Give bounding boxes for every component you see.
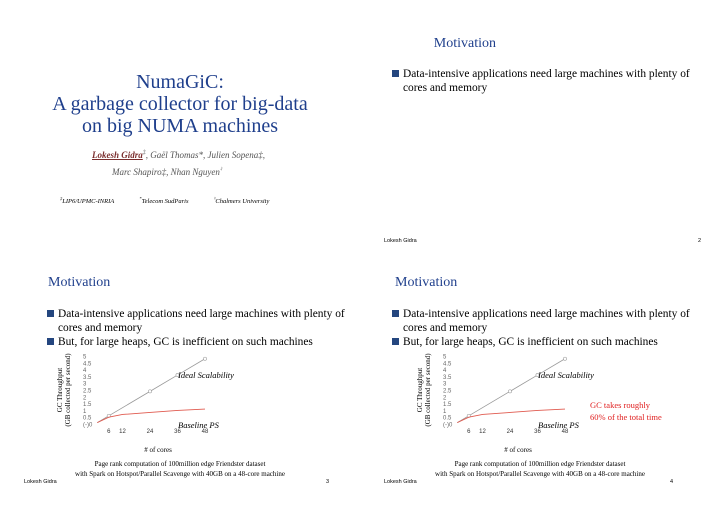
y-tick-label: 5 — [443, 354, 447, 361]
slide-3-footer: Lokesh Gidra — [24, 479, 57, 485]
aff2-mark: * — [139, 196, 142, 201]
slide-2-title: Motivation — [433, 36, 496, 51]
slide-4-footer: Lokesh Gidra — [384, 479, 417, 485]
y-tick-label: 5 — [83, 354, 87, 361]
x-tick-label: 36 — [534, 429, 541, 435]
x-axis-label: # of cores — [144, 446, 172, 454]
authors-line2-text: Marc Shapiro‡, Nhan Nguyen — [112, 167, 220, 177]
x-tick-label: 12 — [119, 429, 126, 435]
y-tick-label: 3 — [443, 381, 447, 388]
slide-3-caption-line2: with Spark on Hotspot/Parallel Scavenge with 40GB on a 48-core machine — [75, 470, 285, 478]
y-tick-label: 1.5 — [83, 402, 92, 409]
paper-title-line3: on big NUMA machines — [81, 115, 279, 137]
authors-rest: , Gaël Thomas*, Julien Sopena‡, — [145, 150, 266, 160]
slide-4-caption-line1: Page rank computation of 100million edge Friendster dataset — [454, 460, 626, 468]
authors-line2 — [112, 166, 312, 177]
ideal-scalability-label: Ideal Scalability — [178, 370, 234, 380]
y-tick-label: 2.5 — [83, 388, 92, 395]
slide-3-caption-line1: Page rank computation of 100million edge Friendster dataset — [94, 460, 266, 468]
paper-title-line2: A garbage collector for big-data — [52, 93, 308, 115]
bullet-text: Data-intensive applications need large machines with plenty of cores and memory — [403, 68, 690, 94]
x-tick-label: 12 — [479, 429, 486, 435]
slide-3-title: Motivation — [48, 275, 111, 290]
bullet-text: Data-intensive applications need large machines with plenty of cores and memory — [58, 308, 345, 334]
aff2: Telecom SudParis — [141, 198, 189, 206]
y-tick-label: (-)0 — [83, 422, 93, 429]
x-tick-label: 24 — [506, 429, 514, 435]
y-tick-label: 2 — [443, 395, 447, 402]
slide-2 — [360, 0, 720, 255]
slide-4-caption-line2: with Spark on Hotspot/Parallel Scavenge with 40GB on a 48-core machine — [435, 470, 645, 478]
gc-time-annotation — [590, 399, 662, 423]
baseline-ps-label: Baseline PS — [178, 420, 219, 430]
y-tick-label: 3.5 — [83, 374, 92, 381]
paper-title-line1: NumaGiC: — [136, 71, 224, 93]
x-tick-label: 24 — [146, 429, 154, 435]
slide-2-page: 2 — [698, 238, 702, 244]
author-main-sup: ‡ — [142, 150, 146, 156]
y-tick-label: 0.5 — [443, 415, 452, 422]
x-tick-label: 48 — [561, 429, 569, 435]
x-tick-label: 6 — [107, 429, 111, 435]
y-tick-label: 1.5 — [443, 402, 452, 409]
affiliations — [60, 196, 340, 205]
x-axis-label: # of cores — [504, 446, 532, 454]
y-axis-label-line1: GC Throughput — [416, 367, 424, 413]
y-tick-label: 3 — [83, 381, 87, 388]
y-tick-label: 1 — [443, 408, 447, 415]
series-point — [563, 357, 566, 360]
x-tick-label: 48 — [201, 429, 209, 435]
slide-4-title: Motivation — [395, 275, 458, 290]
series-point — [508, 390, 511, 393]
series-point — [203, 357, 206, 360]
slide-2-footer: Lokesh Gidra — [384, 238, 417, 244]
y-tick-label: 4 — [83, 368, 87, 375]
aff3-mark: ♮ — [213, 196, 216, 201]
bullet-square-icon — [392, 70, 399, 77]
x-tick-label: 36 — [174, 429, 181, 435]
aff1-mark: ‡ — [60, 196, 63, 201]
y-tick-label: 2.5 — [443, 388, 452, 395]
annotation-line2: 60% of the total time — [590, 412, 662, 422]
y-tick-label: 4.5 — [443, 361, 452, 368]
x-tick-label: 6 — [467, 429, 471, 435]
slide-3 — [0, 255, 360, 510]
slide-3-page: 3 — [326, 479, 330, 485]
ideal-scalability-label: Ideal Scalability — [538, 370, 594, 380]
annotation-line1: GC takes roughly — [590, 400, 650, 410]
y-tick-label: 4 — [443, 368, 447, 375]
authors-line2-sup: ♮ — [219, 167, 222, 173]
series-point — [148, 390, 151, 393]
y-axis-label-line2: (GB collected per second) — [424, 353, 432, 427]
slide-4-page: 4 — [670, 479, 674, 485]
bullet-text: But, for large heaps, GC is inefficient on such machines — [58, 336, 313, 348]
y-axis-label-line2: (GB collected per second) — [64, 353, 72, 427]
bullet-text: But, for large heaps, GC is inefficient on such machines — [403, 336, 658, 348]
y-tick-label: (-)0 — [443, 422, 453, 429]
y-tick-label: 4.5 — [83, 361, 92, 368]
y-tick-label: 3.5 — [443, 374, 452, 381]
y-axis-label-line1: GC Throughput — [56, 367, 64, 413]
y-tick-label: 2 — [83, 395, 87, 402]
baseline-ps-label: Baseline PS — [538, 420, 579, 430]
y-tick-label: 0.5 — [83, 415, 92, 422]
y-tick-label: 1 — [83, 408, 87, 415]
aff3: Chalmers University — [215, 198, 270, 206]
aff1: LIP6/UPMC-INRIA — [62, 198, 115, 206]
author-main: Lokesh Gidra — [92, 150, 143, 160]
slide-4 — [360, 255, 720, 510]
slide-1-title — [0, 0, 360, 255]
bullet-text: Data-intensive applications need large machines with plenty of cores and memory — [403, 308, 690, 334]
authors-line1 — [92, 150, 312, 160]
